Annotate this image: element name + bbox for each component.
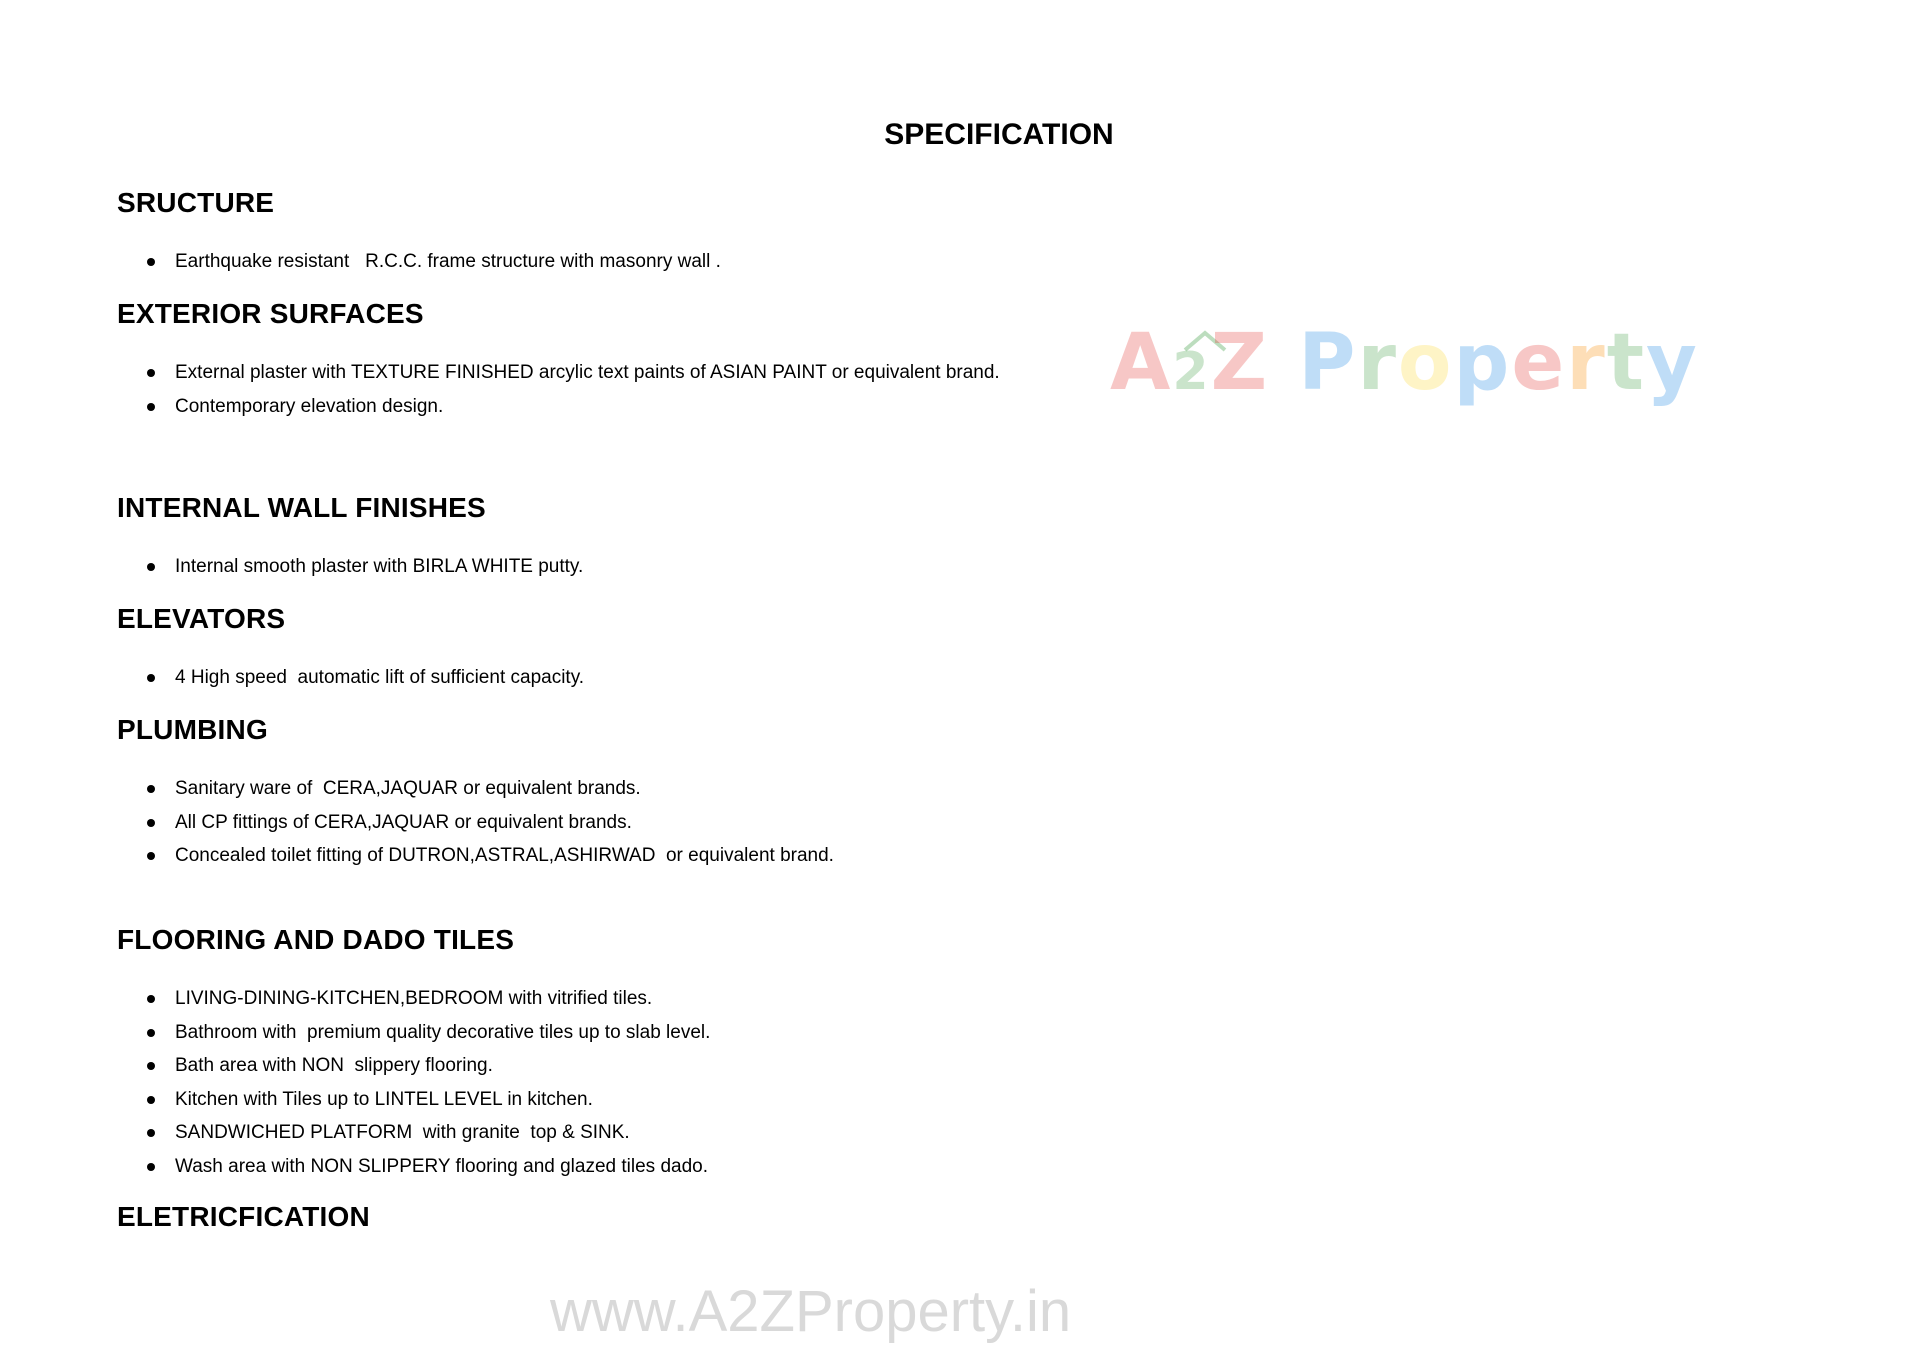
section-heading-internal-wall-finishes: INTERNAL WALL FINISHES (117, 492, 486, 523)
page-title: SPECIFICATION (884, 118, 1114, 151)
list-item: LIVING-DINING-KITCHEN,BEDROOM with vitrified tiles. (145, 982, 710, 1016)
list-item: All CP fittings of CERA,JAQUAR or equivalent brands. (145, 806, 834, 840)
bullet-icon (147, 369, 155, 377)
list-item: Earthquake resistant R.C.C. frame structure with masonry wall . (145, 245, 721, 279)
bullet-icon (147, 1129, 155, 1137)
list-item: Concealed toilet fitting of DUTRON,ASTRAL,ASHIRWAD or equivalent brand. (145, 839, 834, 873)
bullet-icon (147, 819, 155, 827)
bullet-icon (147, 1062, 155, 1070)
section-heading-plumbing: PLUMBING (117, 714, 268, 745)
list-item: 4 High speed automatic lift of sufficient capacity. (145, 661, 584, 695)
bullet-icon (147, 1029, 155, 1037)
elevators-list (145, 661, 584, 695)
list-item: Wash area with NON SLIPPERY flooring and glazed tiles dado. (145, 1150, 710, 1184)
section-heading-flooring-and-dado-tiles: FLOORING AND DADO TILES (117, 924, 515, 955)
bullet-icon (147, 995, 155, 1003)
logo-watermark: A2Z Property (1110, 318, 1699, 408)
url-watermark: www.A2ZProperty.in (550, 1279, 1072, 1344)
list-item: External plaster with TEXTURE FINISHED arcylic text paints of ASIAN PAINT or equivalent brand. (145, 356, 1000, 390)
bullet-icon (147, 403, 155, 411)
flooring-list (145, 982, 710, 1183)
list-item: SANDWICHED PLATFORM with granite top & SINK. (145, 1116, 710, 1150)
bullet-icon (147, 563, 155, 571)
bullet-icon (147, 785, 155, 793)
bullet-icon (147, 852, 155, 860)
list-item: Kitchen with Tiles up to LINTEL LEVEL in kitchen. (145, 1083, 710, 1117)
list-item: Bathroom with premium quality decorative tiles up to slab level. (145, 1016, 710, 1050)
structure-list (145, 245, 721, 279)
section-heading-elevators: ELEVATORS (117, 603, 286, 634)
bullet-icon (147, 1096, 155, 1104)
list-item: Sanitary ware of CERA,JAQUAR or equivalent brands. (145, 772, 834, 806)
list-item: Internal smooth plaster with BIRLA WHITE putty. (145, 550, 583, 584)
plumbing-list (145, 772, 834, 873)
exterior-surfaces-list (145, 356, 1000, 423)
list-item: Contemporary elevation design. (145, 390, 1000, 424)
section-heading-exterior-surfaces: EXTERIOR SURFACES (117, 298, 424, 329)
bullet-icon (147, 674, 155, 682)
section-heading-electrification: ELETRICFICATION (117, 1201, 370, 1232)
bullet-icon (147, 258, 155, 266)
section-heading-structure: SRUCTURE (117, 187, 275, 218)
bullet-icon (147, 1163, 155, 1171)
internal-wall-finishes-list (145, 550, 583, 584)
list-item: Bath area with NON slippery flooring. (145, 1049, 710, 1083)
